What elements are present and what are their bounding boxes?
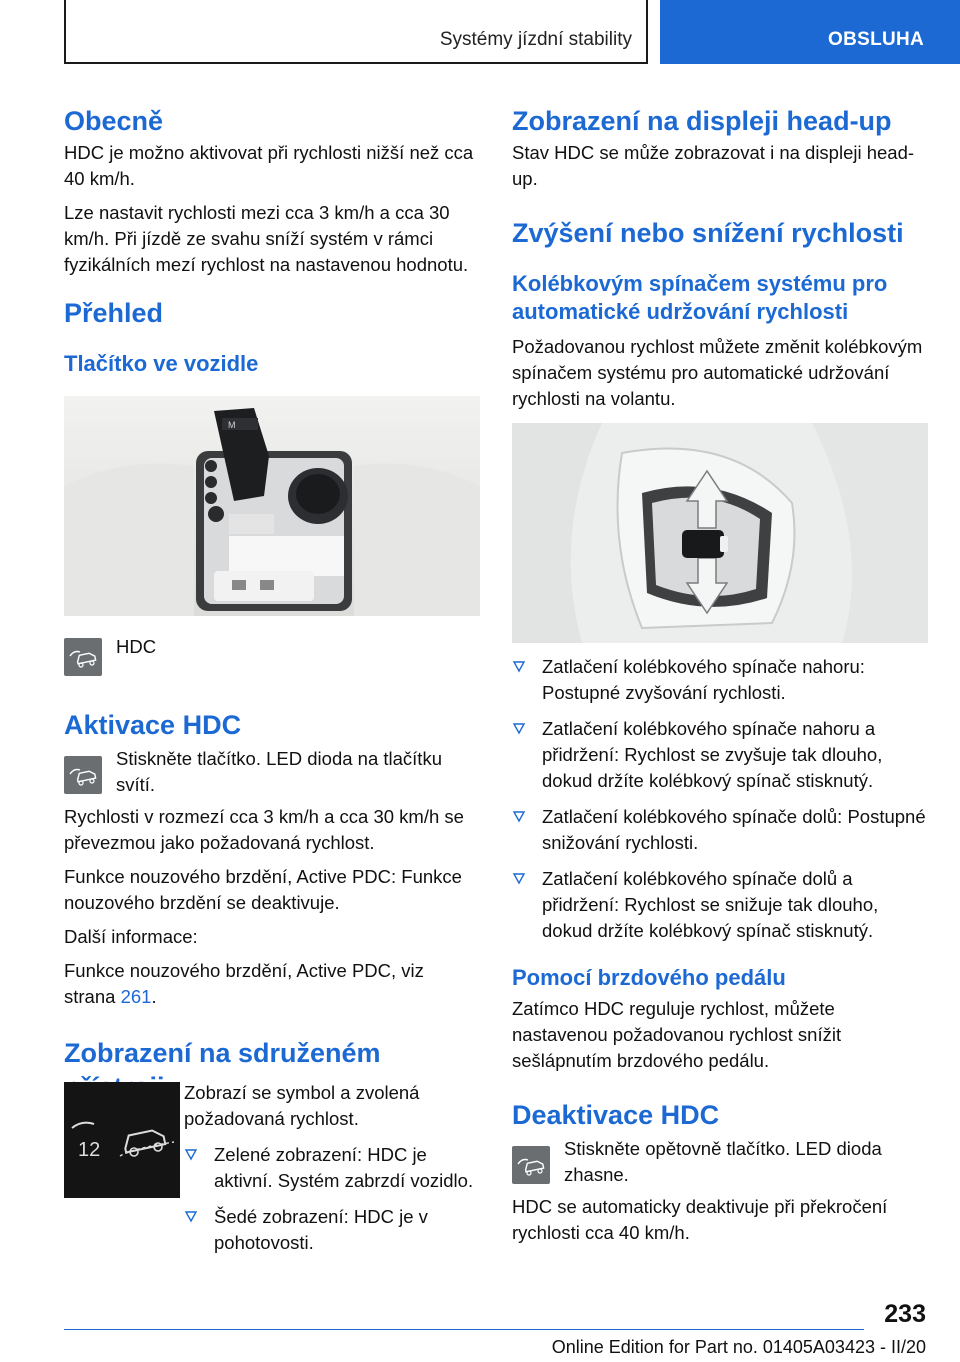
list-item: Šedé zobrazení: HDC je v pohotovosti. — [184, 1204, 480, 1256]
section-obecne — [64, 104, 480, 278]
section-deaktivace — [512, 1098, 928, 1246]
list-item: Zelené zobrazení: HDC je aktivní. Systém zabrzdí vozidlo. — [184, 1142, 480, 1194]
paragraph: Zobrazí se symbol a zvolená požadovaná rychlost. — [184, 1082, 420, 1129]
heading-obecne: Obecně — [64, 106, 164, 136]
icon-description: Stiskněte opětovně tlačítko. LED dioda zhasne. — [564, 1138, 882, 1185]
triangle-bullet-icon — [512, 659, 526, 673]
section-zvyseni — [512, 216, 928, 412]
hdc-icon — [64, 756, 102, 794]
cluster-description — [184, 1080, 480, 1266]
paragraph-reference: Funkce nouzového brzdění, Active PDC, viz strana 261. — [64, 960, 424, 1007]
section-aktivace — [64, 708, 480, 1010]
section-headup — [512, 104, 928, 192]
heading-zvyseni: Zvýšení nebo snížení rychlosti — [512, 218, 904, 248]
rocker-steps-block — [512, 654, 928, 954]
section-title: Systémy jízdní stability — [439, 29, 632, 50]
page-number: 233 — [884, 1300, 926, 1328]
section-pedal — [512, 964, 928, 1074]
cluster-display-image — [64, 1082, 180, 1198]
center-console-image — [64, 396, 480, 616]
list-item: Zatlačení kolébkového spínače nahoru: Postupné zvyšování rychlosti. — [512, 654, 928, 706]
list-item: Zatlačení kolébkového spínače dolů a přidržení: Rychlost se snižuje tak dlouho, dokud držíte kolébkový spínač stisknutý. — [512, 866, 928, 944]
cluster-state-list — [184, 1142, 480, 1256]
paragraph: Požadovanou rychlost můžete změnit kolébkovým spínačem systému pro automatické udržování rychlosti na volantu. — [512, 336, 923, 409]
paragraph: Stav HDC se může zobrazovat i na displeji head-up. — [512, 142, 915, 189]
hdc-icon — [512, 1146, 550, 1184]
chapter-tab[interactable]: OBSLUHA — [660, 0, 960, 64]
rocker-steps-list — [512, 654, 928, 944]
paragraph: HDC je možno aktivovat při rychlosti nižší než cca 40 km/h. — [64, 142, 474, 189]
triangle-bullet-icon — [184, 1147, 198, 1161]
subheading-rocker: Kolébkovým spínačem systému pro automatické udržování rychlosti — [512, 271, 888, 324]
steering-wheel-image — [512, 423, 928, 643]
header-frame — [64, 0, 648, 64]
paragraph: Další informace: — [64, 926, 198, 947]
paragraph: HDC se automaticky deaktivuje při překročení rychlosti cca 40 km/h. — [512, 1196, 888, 1243]
paragraph: Lze nastavit rychlosti mezi cca 3 km/h a cca 30 km/h. Při jízdě ze svahu sníží systém v rámci fyzikálních mezí rychlost na nastavenou hodnotu. — [64, 202, 469, 275]
list-item: Zatlačení kolébkového spínače dolů: Postupné snižování rychlosti. — [512, 804, 928, 856]
heading-prehled: Přehled — [64, 298, 164, 328]
svg-text:M: M — [228, 420, 236, 430]
icon-description: Stiskněte tlačítko. LED dioda na tlačítku svítí. — [116, 748, 442, 795]
footer-divider — [64, 1329, 864, 1330]
subheading-pedal: Pomocí brzdového pedálu — [512, 965, 786, 990]
subheading-button: Tlačítko ve vozidle — [64, 351, 259, 376]
triangle-bullet-icon — [512, 721, 526, 735]
hdc-icon — [64, 638, 102, 676]
heading-cluster-display: Zobrazení na sdruženém — [64, 1038, 381, 1068]
list-item: Zatlačení kolébkového spínače nahoru a přidržení: Rychlost se zvyšuje tak dlouho, dokud držíte kolébkový spínač stisknutý. — [512, 716, 928, 794]
triangle-bullet-icon — [512, 871, 526, 885]
paragraph: Funkce nouzového brzdění, Active PDC: Funkce nouzového brzdění se deaktivuje. — [64, 866, 462, 913]
triangle-bullet-icon — [184, 1209, 198, 1223]
icon-caption: HDC — [116, 636, 157, 657]
triangle-bullet-icon — [512, 809, 526, 823]
cluster-speed-value: 12 — [78, 1139, 101, 1161]
heading-aktivace: Aktivace HDC — [64, 710, 242, 740]
paragraph: Zatímco HDC reguluje rychlost, můžete nastavenou požadovanou rychlost snížit sešlápnutím brzdového pedálu. — [512, 998, 842, 1071]
edition-note: Online Edition for Part no. 01405A03423 - II/20 — [551, 1337, 926, 1357]
section-prehled — [64, 296, 480, 378]
heading-headup: Zobrazení na displeji head-up — [512, 106, 892, 136]
heading-deaktivace: Deaktivace HDC — [512, 1100, 720, 1130]
page-link[interactable]: 261 — [120, 986, 152, 1007]
paragraph: Rychlosti v rozmezí cca 3 km/h a cca 30 km/h se převezmou jako požadovaná rychlost. — [64, 806, 464, 853]
